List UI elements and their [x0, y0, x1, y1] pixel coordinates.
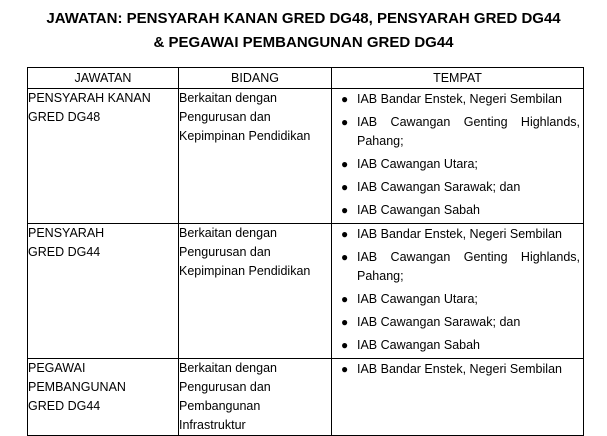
tempat-list [332, 224, 583, 355]
bidang-line: Berkaitan dengan [179, 361, 277, 375]
jawatan-line: PENSYARAH [28, 226, 105, 240]
page-title-line-1: JAWATAN: PENSYARAH KANAN GRED DG48, PENSYARAH GRED DG44 [46, 10, 561, 27]
table-header-row [28, 68, 584, 89]
bidang-line: Kepimpinan Pendidikan [179, 264, 311, 278]
list-item [332, 112, 583, 151]
bidang-line: Infrastruktur [179, 418, 246, 432]
cell-bidang [179, 224, 332, 359]
header-jawatan: JAWATAN [28, 68, 179, 89]
cell-bidang [179, 89, 332, 224]
jawatan-line: GRED DG44 [28, 399, 101, 413]
cell-jawatan [28, 224, 179, 359]
header-bidang: BIDANG [179, 68, 332, 89]
bullet-icon: ● [341, 338, 349, 352]
bidang-line: Berkaitan dengan [179, 226, 277, 240]
list-item [332, 335, 583, 355]
page-title-line-2: & PEGAWAI PEMBANGUNAN GRED DG44 [153, 34, 454, 51]
tempat-text: IAB Cawangan Sabah [357, 338, 481, 352]
bullet-icon: ● [341, 115, 349, 129]
bidang-line: Pengurusan dan [179, 380, 271, 394]
jawatan-line: PEGAWAI [28, 361, 86, 375]
tempat-text: IAB Cawangan Genting Highlands, Pahang; [357, 115, 580, 148]
bidang-line: Pengurusan dan [179, 110, 271, 124]
bidang-line: Kepimpinan Pendidikan [179, 129, 311, 143]
table-row [28, 359, 584, 436]
tempat-text: IAB Bandar Enstek, Negeri Sembilan [357, 92, 562, 106]
tempat-text: IAB Cawangan Sarawak; dan [357, 180, 521, 194]
bullet-icon: ● [341, 157, 349, 171]
list-item [332, 312, 583, 332]
table-row [28, 224, 584, 359]
list-item [332, 247, 583, 286]
tempat-text: IAB Cawangan Sabah [357, 203, 481, 217]
list-item [332, 359, 583, 379]
tempat-text: IAB Cawangan Utara; [357, 157, 478, 171]
list-item [332, 200, 583, 220]
bullet-icon: ● [341, 203, 349, 217]
cell-jawatan [28, 89, 179, 224]
bidang-line: Pembangunan [179, 399, 261, 413]
bullet-icon: ● [341, 315, 349, 329]
tempat-text: IAB Bandar Enstek, Negeri Sembilan [357, 227, 562, 241]
tempat-text: IAB Cawangan Genting Highlands, Pahang; [357, 250, 580, 283]
jawatan-line: PEMBANGUNAN [28, 380, 126, 394]
tempat-list [332, 359, 583, 379]
cell-bidang [179, 359, 332, 436]
tempat-text: IAB Bandar Enstek, Negeri Sembilan [357, 362, 562, 376]
cell-tempat [332, 89, 584, 224]
tempat-text: IAB Cawangan Utara; [357, 292, 478, 306]
header-tempat: TEMPAT [332, 68, 584, 89]
cell-tempat [332, 224, 584, 359]
tempat-list [332, 89, 583, 220]
tempat-text: IAB Cawangan Sarawak; dan [357, 315, 521, 329]
bullet-icon: ● [341, 250, 349, 264]
positions-table [27, 67, 584, 436]
bidang-line: Pengurusan dan [179, 245, 271, 259]
jawatan-line: PENSYARAH KANAN [28, 91, 151, 105]
list-item [332, 177, 583, 197]
bullet-icon: ● [341, 92, 349, 106]
table-row [28, 89, 584, 224]
list-item [332, 289, 583, 309]
bidang-line: Berkaitan dengan [179, 91, 277, 105]
cell-tempat [332, 359, 584, 436]
jawatan-line: GRED DG44 [28, 245, 101, 259]
bullet-icon: ● [341, 362, 349, 376]
list-item [332, 224, 583, 244]
list-item [332, 154, 583, 174]
bullet-icon: ● [341, 180, 349, 194]
bullet-icon: ● [341, 227, 349, 241]
jawatan-line: GRED DG48 [28, 110, 101, 124]
cell-jawatan [28, 359, 179, 436]
list-item [332, 89, 583, 109]
bullet-icon: ● [341, 292, 349, 306]
